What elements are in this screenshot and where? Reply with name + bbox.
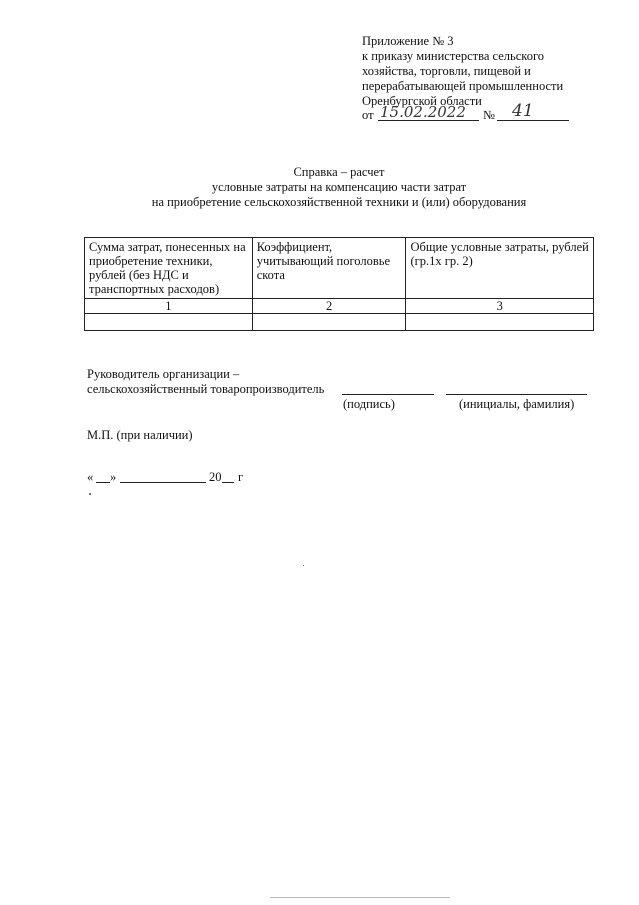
annex-line-2: к приказу министерства сельского <box>362 49 545 63</box>
table-cell-empty <box>406 314 594 331</box>
header-cost-sum: Сумма затрат, понесенных на приобретение техники, рублей (без НДС и транспортных расходов) <box>85 238 253 299</box>
column-number-3: 3 <box>406 299 594 314</box>
date-year-prefix: 20 <box>209 470 222 484</box>
column-number-2: 2 <box>252 299 406 314</box>
annex-date-handwritten: 15.02.2022 <box>380 103 466 121</box>
scan-dot <box>303 565 304 566</box>
document-title <box>84 165 594 210</box>
date-year-suffix: г <box>238 470 244 484</box>
stamp-note: М.П. (при наличии) <box>87 428 193 442</box>
annex-date-prefix: от <box>362 108 374 122</box>
scan-dot <box>89 493 91 495</box>
title-line-2: условные затраты на компенсацию части затрат <box>211 180 467 194</box>
date-close-quote: » <box>110 470 117 484</box>
date-day-underline <box>96 482 110 483</box>
table-header-row <box>85 238 594 299</box>
annex-number-handwritten: 41 <box>512 101 534 121</box>
table-cell-empty <box>85 314 253 331</box>
name-caption: (инициалы, фамилия) <box>459 397 575 411</box>
header-coefficient: Коэффициент, учитывающий поголовье скота <box>252 238 406 299</box>
table-number-row <box>85 299 594 314</box>
annex-line-5: Оренбургской области <box>362 94 482 108</box>
calculation-table <box>84 237 594 331</box>
scan-edge-artifact <box>270 897 450 898</box>
date-month-underline <box>120 482 206 483</box>
table-row <box>85 314 594 331</box>
signature-caption: (подпись) <box>343 397 395 411</box>
signature-field-underline <box>342 394 434 395</box>
name-field-underline <box>446 394 587 395</box>
column-number-1: 1 <box>85 299 253 314</box>
annex-line-1: Приложение № 3 <box>362 34 454 48</box>
date-year-underline <box>222 482 234 483</box>
annex-number-sign: № <box>483 108 495 122</box>
signature-line-1: Руководитель организации – <box>87 367 240 381</box>
table-cell-empty <box>252 314 406 331</box>
annex-line-4: перерабатывающей промышленности <box>362 79 564 93</box>
signature-line-2: сельскохозяйственный товаропроизводитель <box>87 382 325 396</box>
header-total-conditional-costs: Общие условные затраты, рублей (гр.1х гр. 2) <box>406 238 594 299</box>
annex-line-3: хозяйства, торговли, пищевой и <box>362 64 531 78</box>
title-line-3: на приобретение сельскохозяйственной техники и (или) оборудования <box>151 195 527 209</box>
date-open-quote: « <box>87 470 94 484</box>
title-line-1: Справка – расчет <box>293 165 385 179</box>
